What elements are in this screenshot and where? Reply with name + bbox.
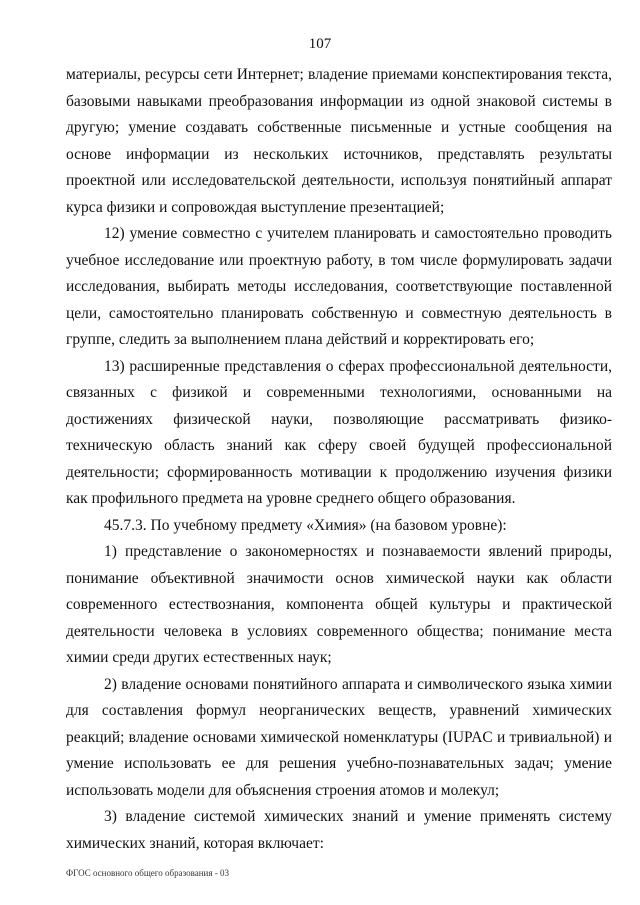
paragraph-item-2: 2) владение основами понятийного аппарата и символического языка химии для составления формул неорганических веществ, уравнений химических реакций; владение основами химической номенклатуры (IUPAC и тривиальной) и умение использовать ее для решения учебно-познавательных задач; умение использовать модели для объяснения строения атомов и молекул; — [66, 675, 612, 799]
paragraph-item-3: 3) владение системой химических знаний и умение применять систему химических знаний, которая включает: — [66, 808, 612, 852]
page-footer: ФГОС основного общего образования - 03 — [66, 868, 229, 878]
paragraph-continuation: материалы, ресурсы сети Интернет; владение приемами конспектирования текста, базовыми навыками преобразования информации из одной знаковой системы в другую; умение создавать собственные письменные и устные сообщения на основе информации из нескольких источников, представлять результаты проектной или исследовательской деятельности, используя понятийный аппарат курса физики и сопровождая выступление презентацией; — [66, 66, 612, 216]
scan-dot-mark — [210, 480, 212, 482]
section-heading-chemistry: 45.7.3. По учебному предмету «Химия» (на базовом уровне): — [104, 516, 507, 534]
paragraph-item-1: 1) представление о закономерностях и познаваемости явлений природы, понимание объективной значимости основ химической науки как области современного естествознания, компонента общей культуры и практической деятельности человека в условиях современного общества; понимание места химии среди других естественных наук; — [66, 543, 612, 666]
page-number: 107 — [308, 36, 332, 52]
paragraph-item-12: 12) умение совместно с учителем планировать и самостоятельно проводить учебное исследование или проектную работу, в том числе формулировать задачи исследования, выбирать методы исследования, соответствующие поставленной цели, самостоятельно планировать собственную и совместную деятельность в группе, следить за выполнением плана действий и корректировать его; — [66, 225, 612, 348]
document-body — [66, 62, 612, 857]
paragraph-item-13: 13) расширенные представления о сферах профессиональной деятельности, связанных с физикой и современными технологиями, основанными на достижениях физической науки, позволяющие рассматривать физико-техническую область знаний как сферу своей будущей профессиональной деятельности; сформированность мотивации к продолжению изучения физики как профильного предмета на уровне среднего общего образования. — [66, 357, 612, 507]
